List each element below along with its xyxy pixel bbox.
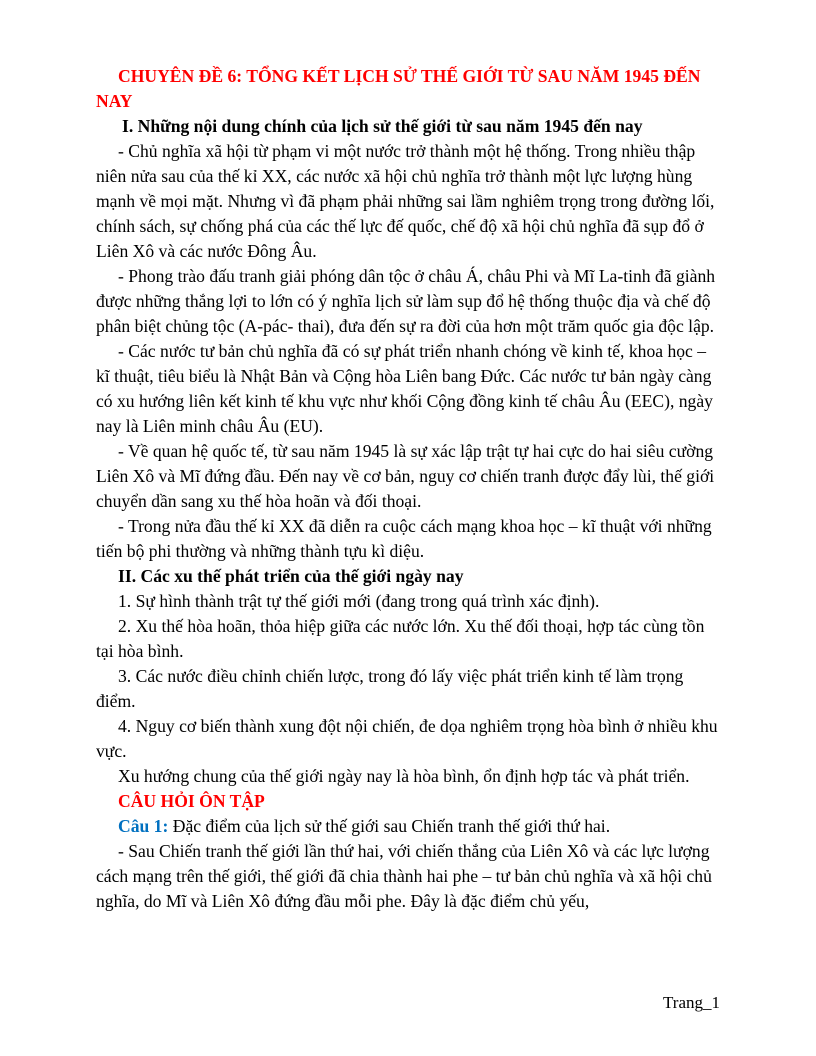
paragraph: Xu hướng chung của thế giới ngày nay là hòa bình, ổn định hợp tác và phát triển.	[118, 766, 690, 786]
paragraph: - Các nước tư bản chủ nghĩa đã có sự phát triển nhanh chóng về kinh tế, khoa học – kĩ thuật, tiêu biểu là Nhật Bản và Cộng hòa Liên bang Đức. Các nước tư bản ngày càng có xu hướng liên kết kinh tế khu vực như khối Cộng đồng kinh tế châu Âu (EEC), ngày nay là Liên minh châu Âu (EU).	[96, 341, 713, 436]
list-item: 1. Sự hình thành trật tự thế giới mới (đang trong quá trình xác định).	[118, 591, 600, 611]
question-text: Đặc điểm của lịch sử thế giới sau Chiến tranh thế giới thứ hai.	[168, 816, 611, 836]
list-item: 3. Các nước điều chỉnh chiến lược, trong đó lấy việc phát triển kinh tế làm trọng điểm.	[96, 666, 684, 711]
section-2-heading: II. Các xu thế phát triển của thế giới ngày nay	[118, 566, 464, 586]
document-title: CHUYÊN ĐỀ 6: TỔNG KẾT LỊCH SỬ THẾ GIỚI TỪ SAU NĂM 1945 ĐẾN NAY	[96, 66, 701, 111]
paragraph: - Về quan hệ quốc tế, từ sau năm 1945 là sự xác lập trật tự hai cực do hai siêu cường Liên Xô và Mĩ đứng đầu. Đến nay về cơ bản, nguy cơ chiến tranh được đẩy lùi, thế giới chuyển dần sang xu thế hòa hoãn và đối thoại.	[96, 441, 715, 511]
page-number: Trang_1	[663, 993, 720, 1012]
document-content	[96, 64, 724, 914]
paragraph: - Phong trào đấu tranh giải phóng dân tộc ở châu Á, châu Phi và Mĩ La-tinh đã giành được những thắng lợi to lớn có ý nghĩa lịch sử làm sụp đổ hệ thống thuộc địa và chế độ phân biệt chủng tộc (A-pác- thai), đưa đến sự ra đời của hơn một trăm quốc gia độc lập.	[96, 266, 716, 336]
answer-paragraph: - Sau Chiến tranh thế giới lần thứ hai, với chiến thắng của Liên Xô và các lực lượng cách mạng trên thế giới, thế giới đã chia thành hai phe – tư bản chủ nghĩa và xã hội chủ nghĩa, do Mĩ và Liên Xô đứng đầu mỗi phe. Đây là đặc điểm chủ yếu,	[96, 841, 712, 911]
question-1	[96, 814, 724, 839]
paragraph: - Chủ nghĩa xã hội từ phạm vi một nước trở thành một hệ thống. Trong nhiều thập niên nửa sau của thế kỉ XX, các nước xã hội chủ nghĩa trở thành một lực lượng hùng mạnh về mọi mặt. Nhưng vì đã phạm phải những sai lầm nghiêm trọng trong đường lối, chính sách, sự chống phá của các thế lực đế quốc, chế độ xã hội chủ nghĩa đã sụp đổ ở Liên Xô và các nước Đông Âu.	[96, 141, 715, 261]
paragraph: - Trong nửa đầu thế kỉ XX đã diễn ra cuộc cách mạng khoa học – kĩ thuật với những tiến bộ phi thường và những thành tựu kì diệu.	[96, 516, 712, 561]
list-item: 4. Nguy cơ biến thành xung đột nội chiến, đe dọa nghiêm trọng hòa bình ở nhiều khu vực.	[96, 716, 718, 761]
review-heading: CÂU HỎI ÔN TẬP	[118, 791, 265, 811]
question-label: Câu 1:	[118, 816, 169, 836]
list-item: 2. Xu thế hòa hoãn, thỏa hiệp giữa các nước lớn. Xu thế đối thoại, hợp tác cùng tồn tại hòa bình.	[96, 616, 705, 661]
section-1-heading: I. Những nội dung chính của lịch sử thế giới từ sau năm 1945 đến nay	[122, 116, 643, 136]
